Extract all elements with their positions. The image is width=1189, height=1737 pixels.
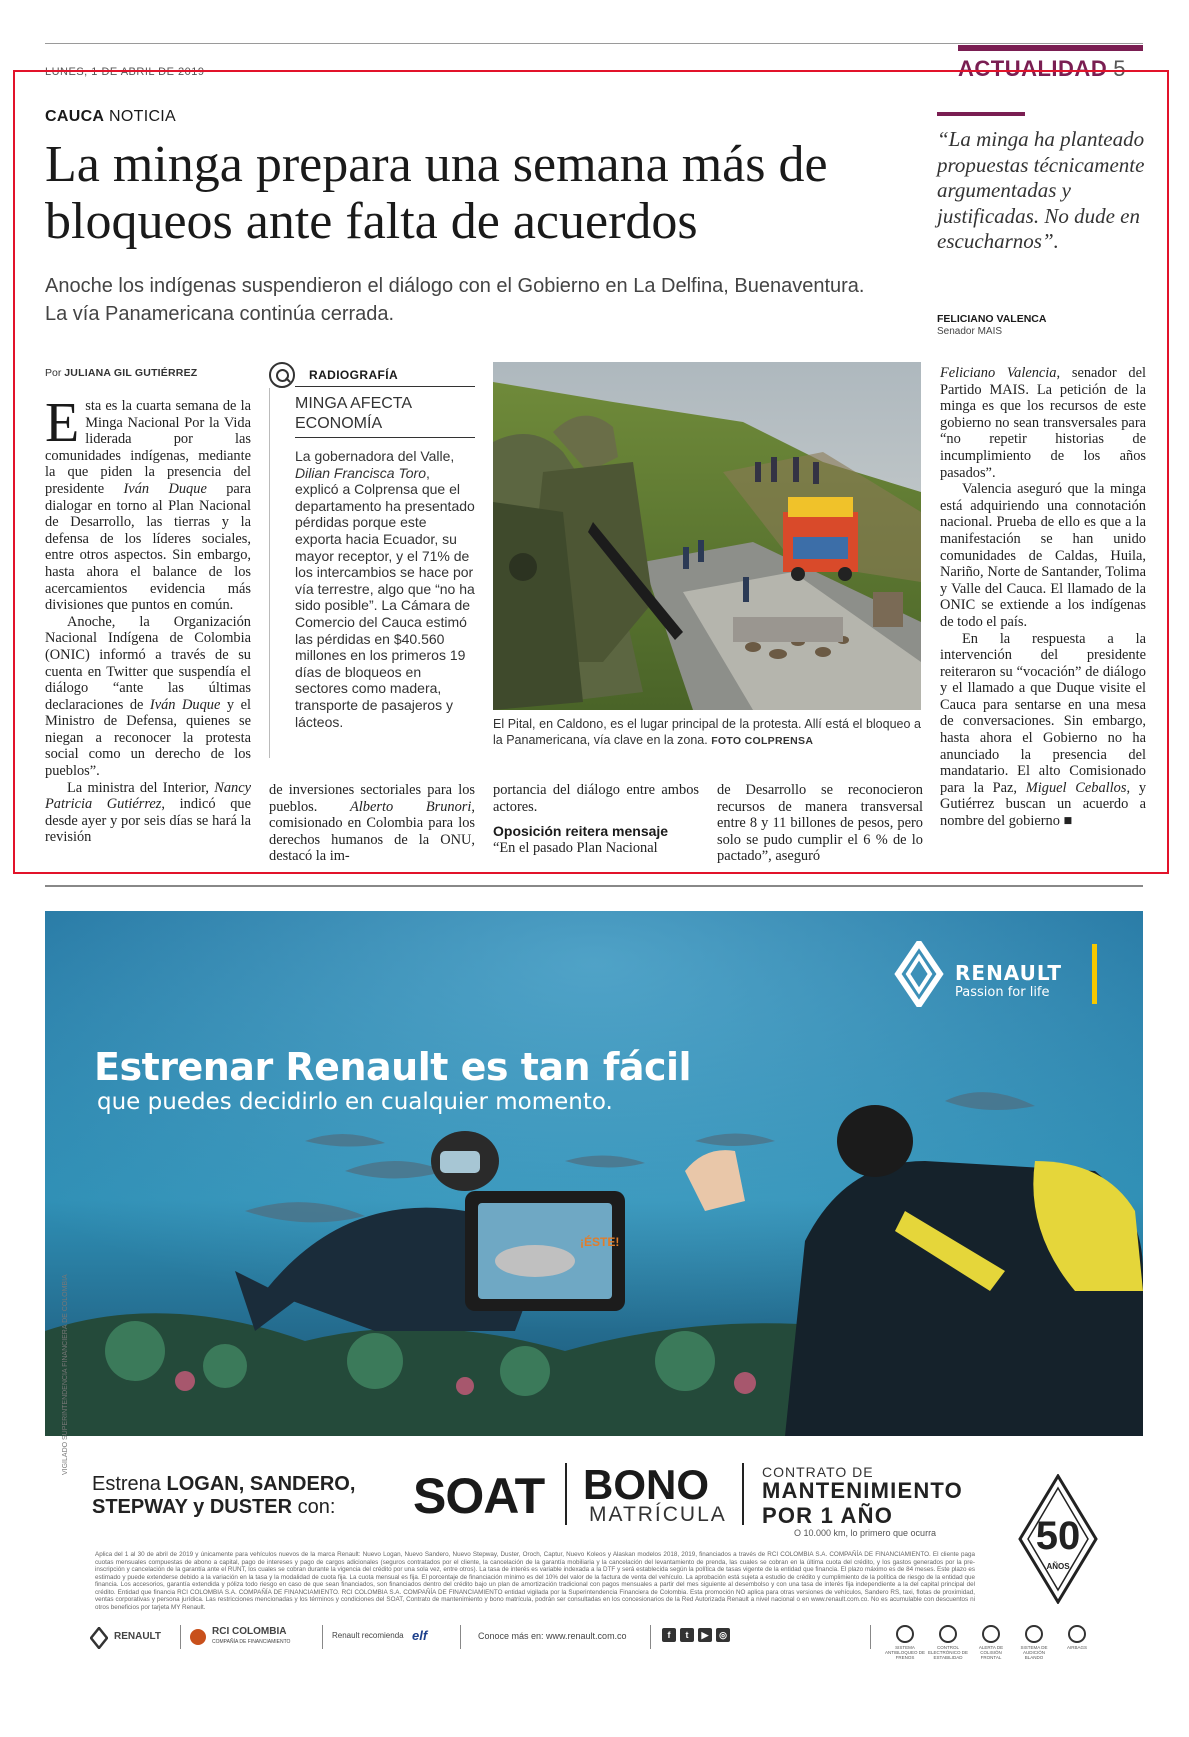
protest-photo-illustration [493, 362, 921, 710]
cert-label: CONTROL ELECTRÓNICO DE ESTABILIDAD [928, 1645, 969, 1660]
regulator-notice: VIGILADO SUPERINTENDENCIA FINANCIERA DE COLOMBIA [62, 1274, 69, 1475]
legal-fineprint: Aplica del 1 al 30 de abril de 2019 y únicamente para vehículos nuevos de la marca Renault: Nuevo Logan, Nuevo Sandero, Nuevo Stepway, Duster, Oroch, Captur, Nuevo Koleos y Alaskan modelos 2018, 2019, financiados a través de RCI COLOMBIA S.A. COMPAÑÍA DE FINANCIAMIENTO. El cliente paga cuotas mensuales compuestas de abono a capital, pago de intereses y pago de cargos adicionales (seguros contratados por el cliente, la cancelación de la garantía mobiliaria y la cancelación del levantamiento de prenda, las cuales se cobran en la última cuota del crédito, y los gastos generados por la pre-inscripción y cancelación de la garantía ante el RUNT, los cuales se cobran durante la vigencia del crédito por una sola vez, entre otros). La tasa de interés es variable indexada a la DTF y será establecida según la política de tasas vigente de la entidad que financia. El plazo máximo es de 84 meses. Este plazo es estimado y puede extenderse debido a la variación en la tasa y la modalidad de cuota fija. La cuota mensual es fija. El porcentaje de financiación mínimo es del 10% del valor de la factura de venta del vehículo. La aprobación está sujeta a estudio de crédito y cumplimiento de la política de riesgo de la entidad que financia. Los accesorios, garantía extendida y póliza todo riesgo en caso de que sean financiados, son financiados dentro del crédito bajo un plan de amortización tradicional con pagos mensuales a partir del mes siguiente al desembolso y con una tasa de interés fija independiente a la del capital principal del crédito. Entidad que financia RCI COLOMBIA S.A. COMPAÑÍA DE FINANCIAMIENTO. RCI COLOMBIA S.A. COMPAÑÍA DE FINANCIAMIENTO entidad vigilada por la Superintendencia Financiera de Colombia. Esta promoción NO aplica para otras versiones de vehículos, Sandero RS, taxi, flotas de proximidad, ventas corporativas y persona jurídica. Las restricciones mencionadas y los términos y condiciones del SOAT, Contrato de mantenimiento y bono matrícula, podrán ser consultadas en los concesionarios de la Red Autorizada Renault a nivel nacional o en www.renault.com.co. No es acumulable con descuentos ni otros beneficios por tarjeta MY Renault. [95, 1551, 975, 1611]
caption-text: El Pital, en Caldono, es el lugar principal de la protesta. Allí está el bloqueo a la Panamericana, vía clave en la zona. [493, 717, 921, 747]
promo-km-note: O 10.000 km, lo primero que ocurra [794, 1528, 937, 1538]
cert-label: SISTEMA DE AUDICIÓN BLANDO [1020, 1645, 1048, 1660]
person-name: Miguel Ceballos [1025, 779, 1127, 796]
ad-subheadline: que puedes decidirlo en cualquier momento. [97, 1089, 613, 1115]
text-run: de inversiones sectoriales para los pueblos. [269, 782, 475, 815]
text-run: para dialogar en torno al Plan Nacional de Desarrollo, las tierras y la defensa de los líderes sociales, entre otros aspectos. Sin embargo, hasta ahora el balance de los acercamientos evidencia más divisiones que puntos en común. [45, 480, 251, 614]
stability-icon [939, 1625, 957, 1643]
cert-esc [928, 1625, 968, 1660]
article-kicker [45, 108, 176, 126]
paragraph [940, 365, 1146, 481]
article-column-3 [493, 782, 699, 857]
brand-tagline: Passion for life [955, 985, 1050, 1000]
anniversary-number: 50 [1035, 1514, 1081, 1558]
facebook-icon[interactable]: f [662, 1628, 676, 1642]
person-name: Nancy Patricia Gutiérrez [45, 779, 251, 813]
brand-accent-bar [1092, 944, 1097, 1004]
divider [295, 437, 475, 438]
section-name: ACTUALIDAD [958, 56, 1108, 81]
article-column-5 [940, 365, 1146, 830]
text-run: , indicó que desde ayer y por seis días se hará la revisión [45, 796, 252, 846]
paragraph [940, 631, 1146, 830]
paragraph [269, 782, 475, 865]
footer-rci-sub: COMPAÑÍA DE FINANCIAMIENTO [212, 1639, 291, 1645]
promo-bono: BONO [583, 1461, 709, 1508]
cert-label: ALERTA DE COLISIÓN FRONTAL [978, 1645, 1004, 1660]
article-subhead: Oposición reitera mensaje [493, 823, 669, 840]
paragraph [45, 780, 251, 846]
text-run: sta es la cuarta semana de la Minga Nacional Por la Vida liderada por las comunidades indígenas, mediante la que piden la presencia del presidente [45, 398, 251, 497]
audio-icon [1025, 1625, 1043, 1643]
footer-separator [870, 1625, 871, 1649]
kicker-region: CAUCA [45, 108, 105, 125]
footer-separator [322, 1625, 323, 1649]
article-column-2 [269, 782, 475, 865]
paragraph: de Desarrollo se reconocieron recursos de manera transversal entre 8 y 11 billones de pesos, pero solo se pudo cumplir el 6 % de lo pactado”, aseguró [717, 782, 923, 865]
footer-separator [180, 1625, 181, 1649]
ad-footer [90, 1625, 1150, 1660]
photo-caption [493, 716, 921, 749]
text-run: Anoche, la Organización Nacional Indígena de Colombia (ONIC) informó a través de su cuenta en Twitter que suspendía el diálogo “ante las últimas declaraciones de [45, 613, 251, 713]
text-run: , y Gutiérrez buscan un acuerdo a nombre del gobierno ■ [940, 779, 1147, 830]
photo-credit: FOTO COLPRENSA [711, 735, 814, 747]
person-name: Feliciano Valencia [940, 365, 1057, 381]
renault-diamond-icon [894, 941, 944, 1007]
youtube-icon[interactable]: ▶ [698, 1628, 712, 1642]
cert-abs [885, 1625, 925, 1660]
twitter-icon[interactable]: t [680, 1628, 694, 1642]
article-column-4 [717, 782, 923, 865]
promo-contrato: CONTRATO DE [762, 1464, 874, 1480]
article-deck: Anoche los indígenas suspendieron el diálogo con el Gobierno en La Delfina, Buenaventura. La vía Panamericana continúa cerrada. [45, 275, 865, 325]
paragraph: Valencia aseguró que la minga está adquiriendo una connotación nacional. Prueba de ello es que a la manifestación se han unido comunidades de Caldas, Huila, Nariño, Norte de Santander, Tolima y Valle del Cauca. El llamado de la ONIC se extiende a los indígenas de todo el país. [940, 481, 1146, 630]
footer-separator [460, 1625, 461, 1649]
elf-logo: elf [412, 1628, 428, 1643]
renault-small-icon [90, 1627, 108, 1649]
footer-separator [650, 1625, 651, 1649]
quote-author-role: Senador MAIS [937, 326, 1003, 337]
models-line-2: STEPWAY y DUSTER [92, 1496, 293, 1518]
rci-circle-icon [190, 1629, 206, 1645]
article-column-1 [45, 392, 252, 846]
article-headline: La minga prepara una semana más de bloqueos ante falta de acuerdos [45, 136, 828, 251]
cert-audio [1014, 1625, 1054, 1660]
drop-cap: E [45, 392, 80, 454]
paragraph [45, 614, 251, 780]
sidebar-body [295, 448, 475, 730]
divider [295, 386, 475, 387]
sidebar-title: MINGA AFECTA ECONOMÍA [295, 395, 412, 432]
paragraph: “En el pasado Plan Nacional [493, 840, 658, 857]
text-run: , senador del Partido MAIS. La petición de la minga es que los recursos de este gobierno no sean transversales para “no repetir historias de incumplimiento de los años pasados”. [940, 365, 1146, 481]
byline-prefix: Por [45, 367, 62, 379]
article-photo [493, 362, 921, 710]
footer-recomienda: Renault recomienda [332, 1631, 404, 1640]
text-run: POR 1 AÑO [762, 1503, 894, 1528]
brand-name: RENAULT [955, 961, 1062, 985]
text-run: , explicó a Colprensa que el departamento ha presentado pérdidas porque este exporta hacia Ecuador, su mayor receptor, y el 71% de los intercambios se hace por vía terrestre, algo que “no ha sido posible”. La Cámara de Comercio del Cauca estimó las pérdidas en $40.560 millones en los primeros 19 días de bloqueos en sectores como madera, transporte de pasajeros y lácteos. [295, 464, 475, 730]
person-name: Iván Duque [149, 696, 221, 713]
promo-separator [742, 1463, 744, 1525]
promo-soat: SOAT [413, 1468, 545, 1524]
page-divider [45, 885, 1143, 887]
cert-label: SISTEMA ANTIBLOQUEO DE FRENOS [885, 1645, 926, 1660]
pull-quote: “La minga ha planteado propuestas técnicamente argumentadas y justificadas. No dude en escucharnos”. [937, 127, 1145, 254]
cert-collision [971, 1625, 1011, 1660]
ad-headline: Estrenar Renault es tan fácil [94, 1045, 692, 1089]
byline [45, 367, 197, 379]
anniversary-label: AÑOS [1046, 1562, 1070, 1571]
promo-models [92, 1473, 382, 1519]
byline-author: JULIANA GIL GUTIÉRREZ [64, 367, 198, 379]
footer-rci: RCI COLOMBIA [212, 1626, 287, 1637]
text-run: En la respuesta a la intervención del presidente reiteraron su “vocación” de diálogo y el llamado a que Duque visite el Cauca para sentarse en una mesa de conversaciones. Sin embargo, hasta ahora el Gobierno no ha anunciado la presencia del mandatario. El alto Comisionado para la Paz, [940, 630, 1146, 796]
footer-renault: RENAULT [114, 1631, 162, 1642]
promo-matricula: MATRÍCULA [589, 1503, 727, 1526]
text-run: La ministra del Interior, [67, 779, 215, 796]
page-number: 5 [1113, 56, 1126, 81]
text-run: MANTENIMIENTO [762, 1478, 963, 1503]
quote-rule [937, 112, 1025, 116]
cert-airbags [1057, 1625, 1097, 1650]
airbag-icon [1068, 1625, 1086, 1643]
tablet-screen-text: ¡ÉSTE! [580, 1235, 620, 1249]
text-run: con: [292, 1496, 336, 1518]
models-line-1: LOGAN, SANDERO, [166, 1473, 356, 1495]
person-name: Alberto Brunori [350, 798, 472, 815]
sidebar-rule [269, 388, 270, 758]
instagram-icon[interactable]: ◎ [716, 1628, 730, 1642]
collision-icon [982, 1625, 1000, 1643]
text-run: La gobernadora del Valle, [295, 448, 455, 464]
quote-author: FELICIANO VALENCA [937, 313, 1047, 325]
abs-icon [896, 1625, 914, 1643]
footer-website: Conoce más en: www.renault.com.co [478, 1631, 627, 1641]
paragraph: portancia del diálogo entre ambos actores. [493, 782, 699, 815]
header-rule [45, 43, 1143, 44]
person-name: Iván Duque [123, 480, 207, 497]
sidebar-label: RADIOGRAFÍA [309, 368, 399, 382]
kicker-type: NOTICIA [109, 108, 177, 125]
promo-mantenimiento [762, 1478, 963, 1528]
section-color-bar [958, 45, 1143, 51]
magnifier-icon [269, 362, 295, 388]
text-run: Estrena [92, 1473, 167, 1495]
person-name: Dilian Francisca Toro [295, 464, 426, 481]
text-run: , comisionado en Colombia para los derechos humanos de la ONU, destacó la im- [269, 798, 476, 865]
promo-separator [565, 1463, 567, 1525]
paragraph [45, 392, 251, 614]
issue-date: LUNES, 1 DE ABRIL DE 2019 [45, 66, 205, 78]
cert-label: AIRBAGS [1066, 1645, 1087, 1650]
text-run: y el Ministro de Defensa, quienes se niegan a reconocer la protesta social como un derecho de los pueblos”. [45, 696, 251, 780]
